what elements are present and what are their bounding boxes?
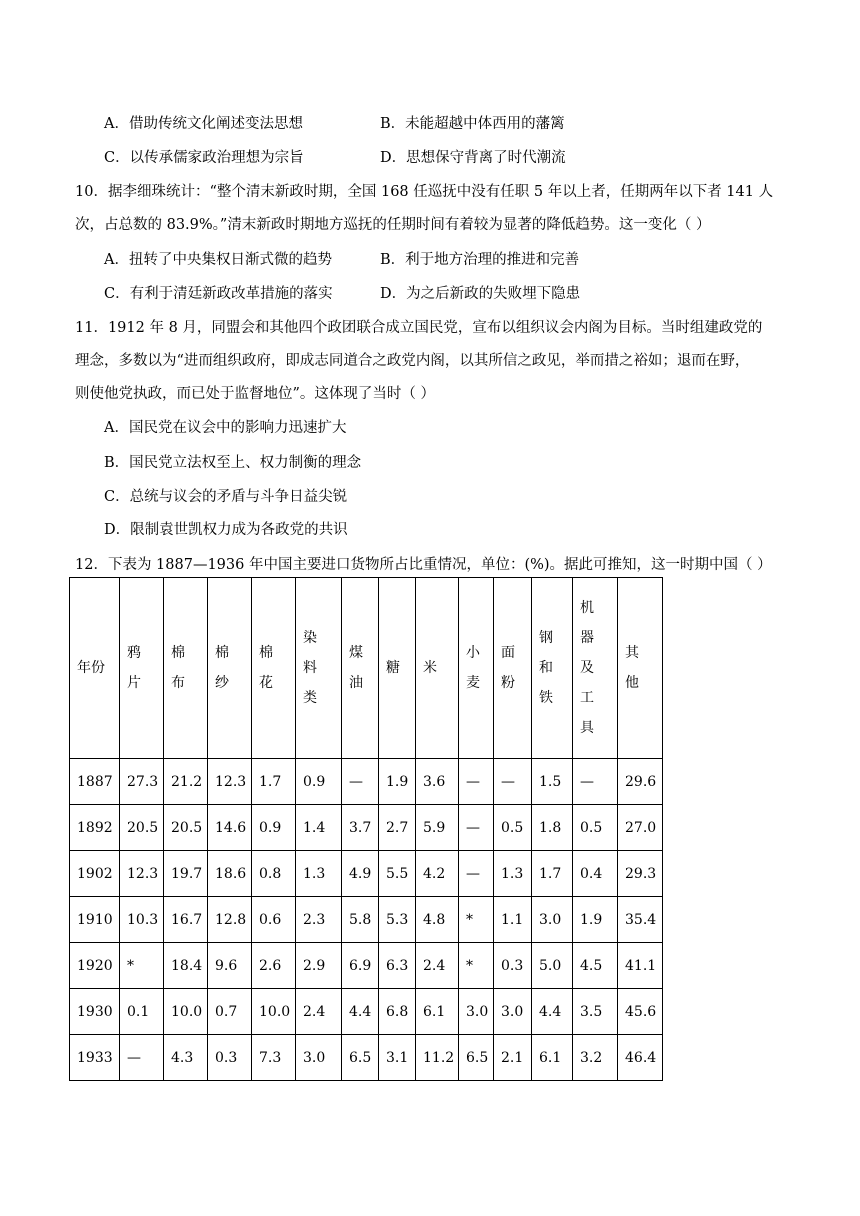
- table-cell: 29.6: [618, 759, 663, 805]
- table-cell: 5.0: [532, 943, 573, 989]
- q11-option-d: D．限制袁世凯权力成为各政党的共识: [104, 522, 348, 538]
- table-cell: 1.3: [296, 851, 342, 897]
- table-cell: 1.9: [379, 759, 416, 805]
- table-header-cell: 面 粉: [494, 578, 532, 759]
- table-cell: 2.1: [494, 1035, 532, 1081]
- table-cell: 3.2: [573, 1035, 618, 1081]
- table-row: [70, 943, 663, 989]
- q11-option-b: B．国民党立法权至上、权力制衡的理念: [104, 455, 362, 471]
- table-cell: —: [459, 805, 494, 851]
- table-cell: *: [459, 897, 494, 943]
- table-cell: 5.5: [379, 851, 416, 897]
- table-cell: 9.6: [208, 943, 252, 989]
- table-row: [70, 1035, 663, 1081]
- table-cell: 19.7: [164, 851, 208, 897]
- q11-stem-line1: 11．1912 年 8 月，同盟会和其他四个政团联合成立国民党，宣布以组织议会内阁为目标。当时组建政党的: [75, 320, 763, 336]
- table-cell: 5.3: [379, 897, 416, 943]
- table-header-cell: 其 他: [618, 578, 663, 759]
- table-cell: *: [120, 943, 164, 989]
- table-cell: 1.1: [494, 897, 532, 943]
- table-cell: 0.1: [120, 989, 164, 1035]
- table-cell: —: [459, 851, 494, 897]
- table-cell: 1.8: [532, 805, 573, 851]
- table-cell: —: [573, 759, 618, 805]
- table-cell: —: [494, 759, 532, 805]
- q10-stem-line2: 次，占总数的 83.9%。”清末新政时期地方巡抚的任期时间有着较为显著的降低趋势。这一变化（ ）: [75, 217, 711, 233]
- table-cell: 4.9: [342, 851, 379, 897]
- table-cell: —: [342, 759, 379, 805]
- q9-option-a: A．借助传统文化阐述变法思想: [104, 116, 303, 132]
- table-cell: 2.4: [296, 989, 342, 1035]
- table-cell: 6.5: [342, 1035, 379, 1081]
- table-cell: 29.3: [618, 851, 663, 897]
- table-cell: 1930: [70, 989, 120, 1035]
- table-cell: 12.3: [208, 759, 252, 805]
- table-cell: 1887: [70, 759, 120, 805]
- table-cell: 2.3: [296, 897, 342, 943]
- table-cell: *: [459, 943, 494, 989]
- table-cell: 6.1: [532, 1035, 573, 1081]
- table-cell: 0.7: [208, 989, 252, 1035]
- table-cell: 3.0: [296, 1035, 342, 1081]
- table-cell: 27.0: [618, 805, 663, 851]
- table-cell: 45.6: [618, 989, 663, 1035]
- table-header-cell: 糖: [379, 578, 416, 759]
- table-row: [70, 989, 663, 1035]
- table-cell: 1892: [70, 805, 120, 851]
- table-row: [70, 851, 663, 897]
- q9-option-c: C．以传承儒家政治理想为宗旨: [104, 150, 304, 166]
- table-cell: 3.6: [416, 759, 459, 805]
- table-cell: 2.9: [296, 943, 342, 989]
- table-header-cell: 机 器 及 工 具: [573, 578, 618, 759]
- table-cell: 5.8: [342, 897, 379, 943]
- table-cell: 3.7: [342, 805, 379, 851]
- import-share-table: [69, 577, 663, 1081]
- table-cell: 11.2: [416, 1035, 459, 1081]
- table-cell: 4.4: [342, 989, 379, 1035]
- table-cell: 1933: [70, 1035, 120, 1081]
- table-cell: 16.7: [164, 897, 208, 943]
- q9-option-b: B．未能超越中体西用的藩篱: [380, 116, 565, 132]
- table-cell: 1902: [70, 851, 120, 897]
- table-cell: 0.8: [252, 851, 296, 897]
- table-cell: 10.3: [120, 897, 164, 943]
- q11-option-a: A．国民党在议会中的影响力迅速扩大: [104, 420, 347, 436]
- table-cell: 6.9: [342, 943, 379, 989]
- table-cell: 4.5: [573, 943, 618, 989]
- table-header-cell: 鸦 片: [120, 578, 164, 759]
- table-cell: 0.5: [494, 805, 532, 851]
- table-header-cell: 煤 油: [342, 578, 379, 759]
- table-row: [70, 805, 663, 851]
- table-cell: 3.0: [532, 897, 573, 943]
- table-cell: —: [120, 1035, 164, 1081]
- q11-option-c: C．总统与议会的矛盾与斗争日益尖锐: [104, 489, 348, 505]
- table-cell: 18.6: [208, 851, 252, 897]
- table-cell: 4.2: [416, 851, 459, 897]
- table-cell: 1920: [70, 943, 120, 989]
- table-cell: 20.5: [120, 805, 164, 851]
- table-cell: 0.9: [252, 805, 296, 851]
- table-cell: 2.7: [379, 805, 416, 851]
- table-cell: 6.5: [459, 1035, 494, 1081]
- table-header-row: [70, 578, 663, 759]
- q11-stem-line2: 理念，多数以为“进而组织政府，即成志同道合之政党内阁，以其所信之政见，举而措之裕如；退而在野，: [75, 353, 750, 369]
- table-header-cell: 年份: [70, 578, 120, 759]
- table-cell: 1.5: [532, 759, 573, 805]
- table-cell: 1910: [70, 897, 120, 943]
- table-cell: 3.0: [459, 989, 494, 1035]
- table-header-cell: 染 料 类: [296, 578, 342, 759]
- table-cell: 1.9: [573, 897, 618, 943]
- q10-option-c: C．有利于清廷新政改革措施的落实: [104, 286, 333, 302]
- q10-option-b: B．利于地方治理的推进和完善: [380, 252, 580, 268]
- table-cell: 14.6: [208, 805, 252, 851]
- table-cell: 1.4: [296, 805, 342, 851]
- table-cell: —: [459, 759, 494, 805]
- table-cell: 12.3: [120, 851, 164, 897]
- q10-option-a: A．扭转了中央集权日渐式微的趋势: [104, 252, 332, 268]
- table-cell: 5.9: [416, 805, 459, 851]
- table-cell: 46.4: [618, 1035, 663, 1081]
- table-cell: 10.0: [164, 989, 208, 1035]
- table-cell: 1.3: [494, 851, 532, 897]
- table-cell: 1.7: [252, 759, 296, 805]
- q10-option-d: D．为之后新政的失败埋下隐患: [380, 286, 581, 302]
- table-cell: 0.9: [296, 759, 342, 805]
- table-cell: 27.3: [120, 759, 164, 805]
- table-cell: 0.6: [252, 897, 296, 943]
- q10-stem-line1: 10．据李细珠统计：“整个清末新政时期，全国 168 任巡抚中没有任职 5 年以上者，任期两年以下者 141 人: [75, 184, 774, 200]
- table-cell: 18.4: [164, 943, 208, 989]
- table-row: [70, 897, 663, 943]
- table-body: [70, 759, 663, 1081]
- table-cell: 7.3: [252, 1035, 296, 1081]
- table-cell: 2.4: [416, 943, 459, 989]
- table-cell: 12.8: [208, 897, 252, 943]
- q12-stem-line1: 12．下表为 1887—1936 年中国主要进口货物所占比重情况，单位：(%)。据此可推知，这一时期中国（ ）: [75, 557, 772, 573]
- table-header-cell: 棉 花: [252, 578, 296, 759]
- table-cell: 6.1: [416, 989, 459, 1035]
- table-cell: 35.4: [618, 897, 663, 943]
- table-cell: 4.4: [532, 989, 573, 1035]
- table-cell: 2.6: [252, 943, 296, 989]
- table-cell: 1.7: [532, 851, 573, 897]
- table-header-cell: 钢 和 铁: [532, 578, 573, 759]
- table-header-cell: 小 麦: [459, 578, 494, 759]
- table-cell: 0.3: [494, 943, 532, 989]
- table-header-cell: 棉 纱: [208, 578, 252, 759]
- table-cell: 3.1: [379, 1035, 416, 1081]
- table-cell: 21.2: [164, 759, 208, 805]
- q9-option-d: D．思想保守背离了时代潮流: [380, 150, 566, 166]
- table-cell: 10.0: [252, 989, 296, 1035]
- table-cell: 0.5: [573, 805, 618, 851]
- table-cell: 3.0: [494, 989, 532, 1035]
- table-cell: 20.5: [164, 805, 208, 851]
- table-row: [70, 759, 663, 805]
- table-cell: 4.3: [164, 1035, 208, 1081]
- table-cell: 3.5: [573, 989, 618, 1035]
- table-cell: 6.3: [379, 943, 416, 989]
- table-header-cell: 米: [416, 578, 459, 759]
- q11-stem-line3: 则使他党执政，而已处于监督地位”。这体现了当时（ ）: [75, 386, 436, 402]
- table-cell: 6.8: [379, 989, 416, 1035]
- table-cell: 0.4: [573, 851, 618, 897]
- table-cell: 41.1: [618, 943, 663, 989]
- table-header-cell: 棉 布: [164, 578, 208, 759]
- table-cell: 4.8: [416, 897, 459, 943]
- table-cell: 0.3: [208, 1035, 252, 1081]
